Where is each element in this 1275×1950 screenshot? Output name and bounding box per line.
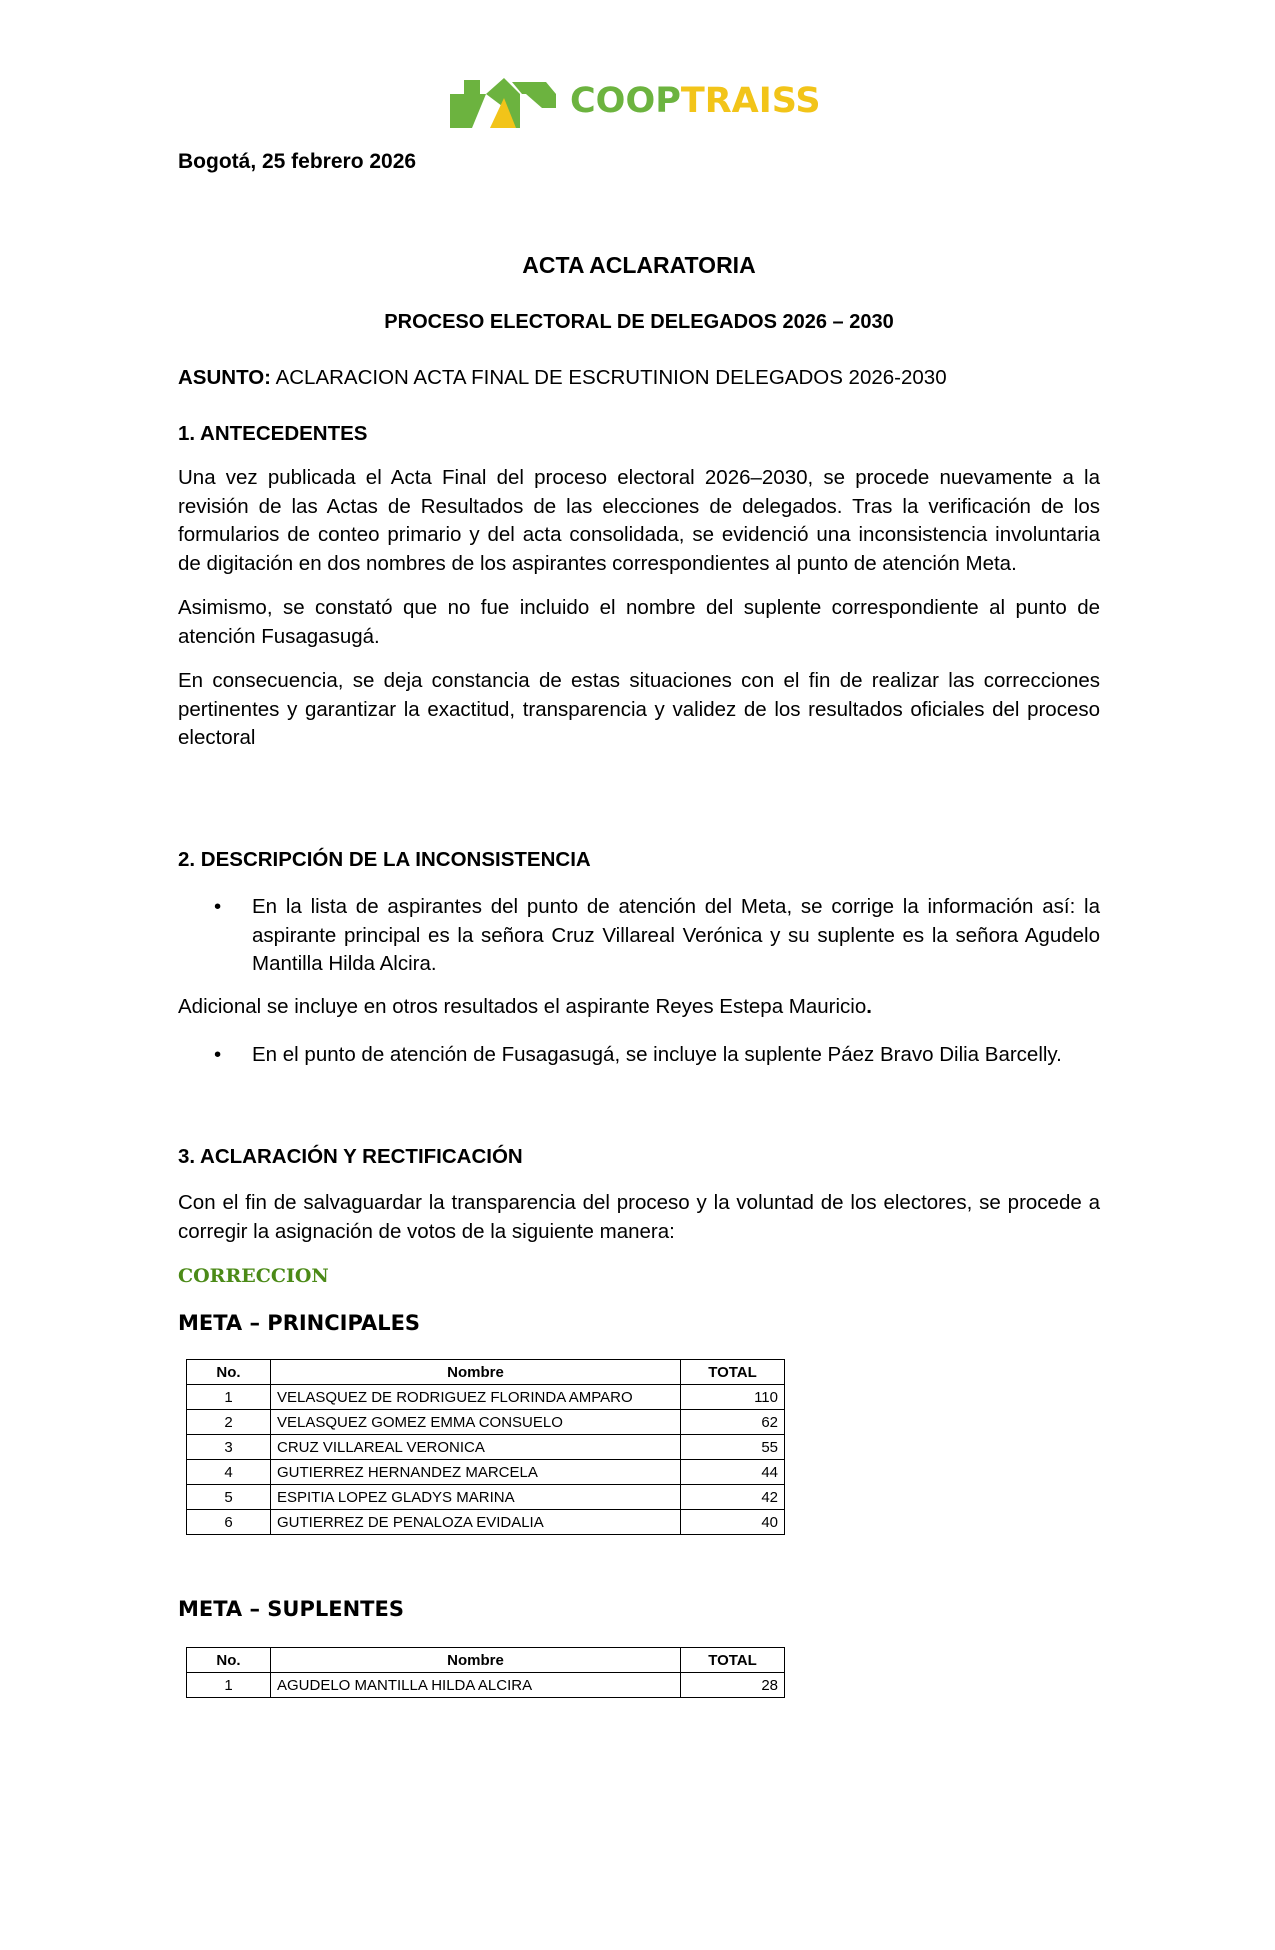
bullet-text-2: En el punto de atención de Fusagasugá, se incluye la suplente Páez Bravo Dilia Barcelly. [252, 1043, 1062, 1066]
logo-wordmark-traiss: TRAISS [680, 81, 821, 121]
table-header-row [187, 1648, 785, 1673]
cell-total: 55 [681, 1435, 785, 1460]
section2-heading: 2. DESCRIPCIÓN DE LA INCONSISTENCIA [178, 848, 591, 871]
table-row [187, 1485, 785, 1510]
column-header-nombre: Nombre [271, 1648, 681, 1673]
bullet-dot: • [214, 1043, 222, 1066]
cell-no: 1 [187, 1673, 271, 1698]
column-header-total: TOTAL [681, 1648, 785, 1673]
table-row [187, 1435, 785, 1460]
principales-table [186, 1359, 785, 1535]
cell-nombre: VELASQUEZ GOMEZ EMMA CONSUELO [271, 1410, 681, 1435]
cell-total: 62 [681, 1410, 785, 1435]
cooptraiss-logo-icon [446, 72, 566, 130]
table-row [187, 1385, 785, 1410]
column-header-no: No. [187, 1648, 271, 1673]
asunto-label: ASUNTO: [178, 366, 272, 389]
cell-no: 1 [187, 1385, 271, 1410]
column-header-no: No. [187, 1360, 271, 1385]
cell-total: 42 [681, 1485, 785, 1510]
cell-nombre: ESPITIA LOPEZ GLADYS MARINA [271, 1485, 681, 1510]
cell-nombre: GUTIERREZ HERNANDEZ MARCELA [271, 1460, 681, 1485]
document-date: Bogotá, 25 febrero 2026 [178, 150, 417, 173]
suplentes-heading: META – SUPLENTES [178, 1597, 404, 1621]
table-row [187, 1460, 785, 1485]
section3-paragraph-1: Con el fin de salvaguardar la transparencia del proceso y la voluntad de los electores, se procede a corregir la asignación de votos de la siguiente manera: [178, 1191, 1100, 1243]
section1-paragraph-2: Asimismo, se constató que no fue incluido el nombre del suplente correspondiente al punto de atención Fusagasugá. [178, 596, 1100, 648]
section2-additional-text: Adicional se incluye en otros resultados el aspirante Reyes Estepa Mauricio [178, 995, 867, 1018]
principales-heading: META – PRINCIPALES [178, 1311, 421, 1335]
logo-wordmark [570, 80, 821, 122]
table-row [187, 1673, 785, 1698]
section3-heading: 3. ACLARACIÓN Y RECTIFICACIÓN [178, 1145, 523, 1168]
section2-additional-end: . [866, 995, 872, 1018]
suplentes-table [186, 1647, 785, 1698]
cell-no: 2 [187, 1410, 271, 1435]
cell-total: 110 [681, 1385, 785, 1410]
table-row [187, 1510, 785, 1535]
cell-total: 44 [681, 1460, 785, 1485]
table-row [187, 1410, 785, 1435]
section1-paragraph-1: Una vez publicada el Acta Final del proceso electoral 2026–2030, se procede nuevamente a la revisión de las Actas de Resultados de las elecciones de delegados. Tras la verificación de los formularios de conteo primario y del acta consolidada, se evidenció una inconsistencia involuntaria de digitación en dos nombres de los aspirantes correspondientes al punto de atención Meta. [178, 466, 1100, 575]
column-header-total: TOTAL [681, 1360, 785, 1385]
bullet-item-2 [178, 1041, 1100, 1070]
column-header-nombre: Nombre [271, 1360, 681, 1385]
cell-no: 3 [187, 1435, 271, 1460]
cell-nombre: VELASQUEZ DE RODRIGUEZ FLORINDA AMPARO [271, 1385, 681, 1410]
cell-total: 40 [681, 1510, 785, 1535]
cell-total: 28 [681, 1673, 785, 1698]
asunto-text: ACLARACION ACTA FINAL DE ESCRUTINION DELEGADOS 2026-2030 [271, 366, 947, 389]
cell-no: 5 [187, 1485, 271, 1510]
cell-nombre: CRUZ VILLAREAL VERONICA [271, 1435, 681, 1460]
table-header-row [187, 1360, 785, 1385]
section1-heading: 1. ANTECEDENTES [178, 422, 368, 445]
cell-nombre: GUTIERREZ DE PENALOZA EVIDALIA [271, 1510, 681, 1535]
section1-body [178, 464, 1100, 753]
bullet-text-1: En la lista de aspirantes del punto de atención del Meta, se corrige la información así: la aspirante principal es la señora Cruz Villareal Verónica y su suplente es la señora Agudelo Mantilla Hilda Alcira. [252, 895, 1100, 975]
document-subtitle: PROCESO ELECTORAL DE DELEGADOS 2026 – 2030 [384, 311, 894, 333]
asunto-line [178, 366, 1100, 390]
document-title: ACTA ACLARATORIA [522, 252, 756, 278]
section1-paragraph-3: En consecuencia, se deja constancia de estas situaciones con el fin de realizar las correcciones pertinentes y garantizar la exactitud, transparencia y validez de los resultados oficiales del proceso electoral [178, 669, 1100, 749]
bullet-item-1 [178, 893, 1100, 979]
bullet-dot: • [214, 895, 222, 918]
section2-additional [178, 995, 1100, 1019]
correccion-label: CORRECCION [178, 1265, 329, 1287]
cell-nombre: AGUDELO MANTILLA HILDA ALCIRA [271, 1673, 681, 1698]
section3-body [178, 1189, 1100, 1246]
cell-no: 4 [187, 1460, 271, 1485]
cooptraiss-logo [446, 72, 836, 132]
cell-no: 6 [187, 1510, 271, 1535]
logo-wordmark-coop: COOP [570, 81, 681, 121]
